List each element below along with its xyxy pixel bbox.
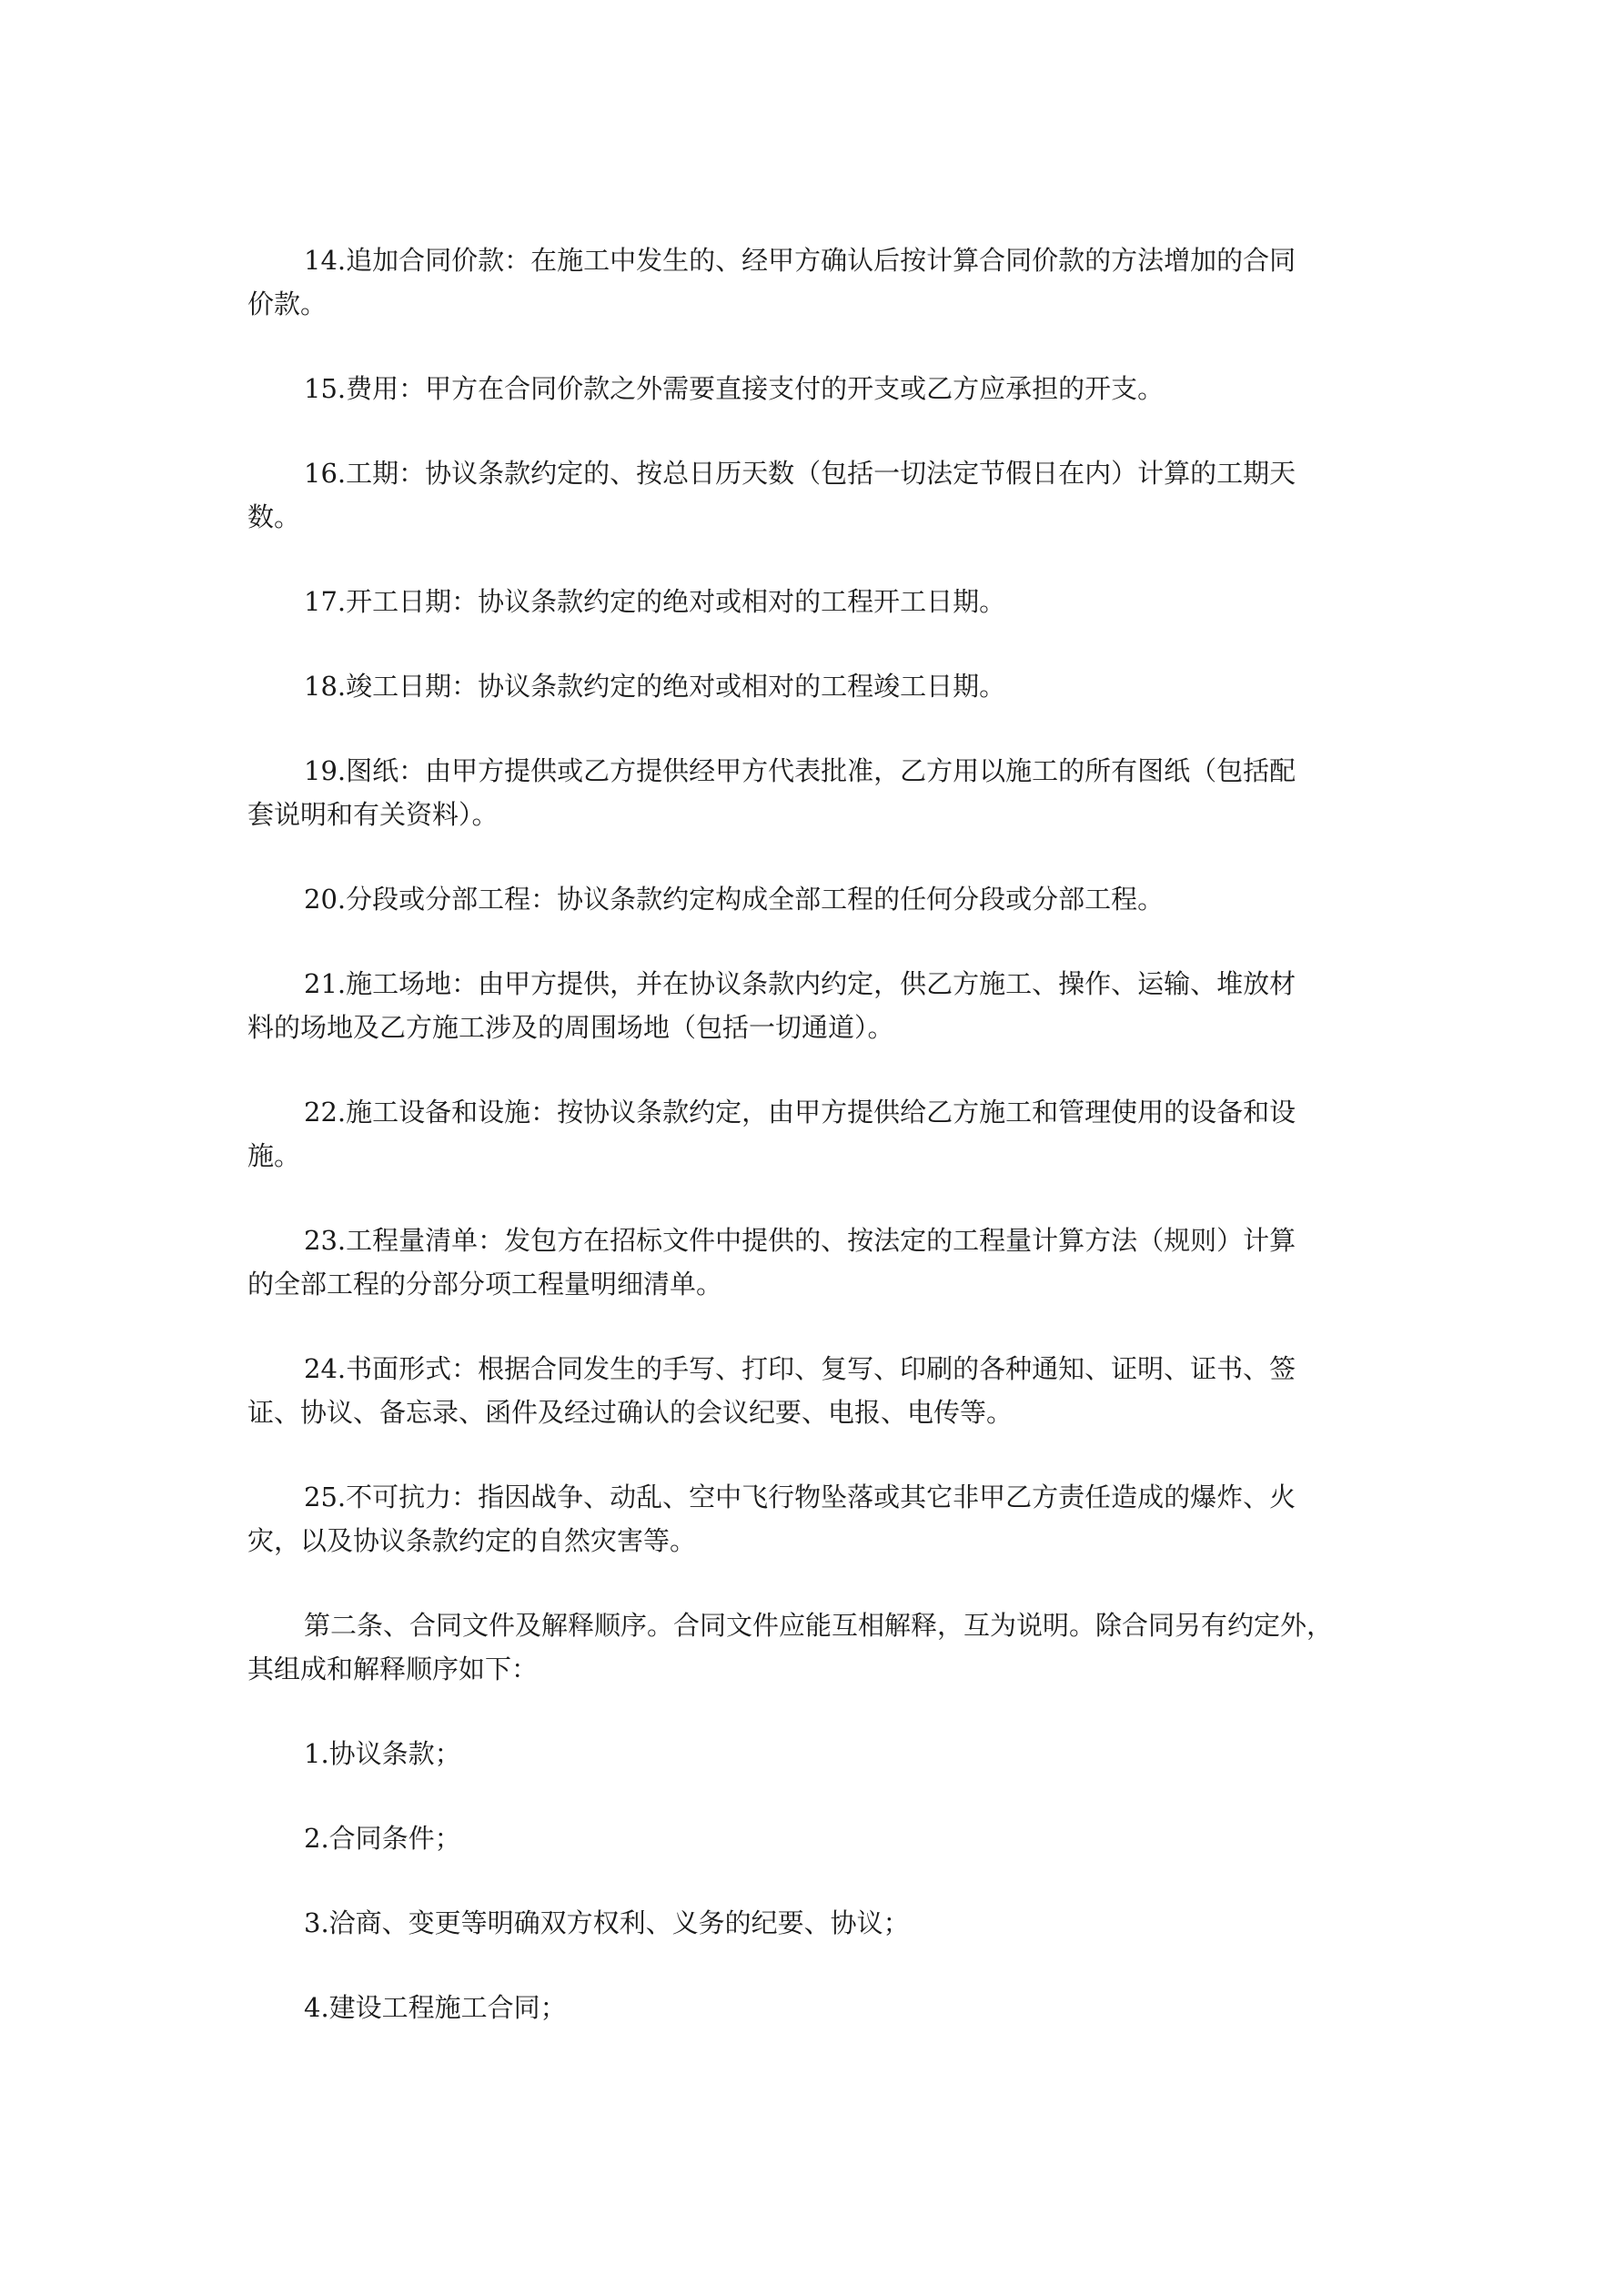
paragraph-def-21	[247, 962, 1380, 1049]
paragraph-first-line: 第二条、合同文件及解释顺序。合同文件应能互相解释，互为说明。除合同另有约定外，	[304, 1610, 1334, 1641]
paragraph-def-24	[247, 1347, 1380, 1434]
paragraph-first-line: 23.工程量清单：发包方在招标文件中提供的、按法定的工程量计算方法（规则）计算	[304, 1225, 1296, 1256]
paragraph-first-line: 1.协议条款；	[304, 1738, 461, 1769]
paragraph-order-3	[247, 1901, 1380, 1945]
document-page	[247, 238, 1380, 2070]
paragraph-order-1	[247, 1732, 1380, 1775]
paragraph-first-line: 24.书面形式：根据合同发生的手写、打印、复写、印刷的各种通知、证明、证书、签	[304, 1353, 1296, 1384]
paragraph-first-line: 14.追加合同价款：在施工中发生的、经甲方确认后按计算合同价款的方法增加的合同	[304, 245, 1296, 276]
paragraph-first-line: 3.洽商、变更等明确双方权利、义务的纪要、协议；	[304, 1907, 910, 1938]
paragraph-def-20	[247, 877, 1380, 921]
paragraph-first-line: 22.施工设备和设施：按协议条款约定，由甲方提供给乙方施工和管理使用的设备和设	[304, 1097, 1296, 1128]
paragraph-continuation-line: 套说明和有关资料）。	[247, 799, 499, 830]
paragraph-first-line: 16.工期：协议条款约定的、按总日历天数（包括一切法定节假日在内）计算的工期天	[304, 458, 1296, 489]
paragraph-continuation-line: 数。	[247, 501, 301, 532]
paragraph-def-14	[247, 238, 1380, 326]
paragraph-first-line: 18.竣工日期：协议条款约定的绝对或相对的工程竣工日期。	[304, 671, 1006, 702]
paragraph-first-line: 4.建设工程施工合同；	[304, 1992, 567, 2023]
paragraph-continuation-line: 证、协议、备忘录、函件及经过确认的会议纪要、电报、电传等。	[247, 1397, 1014, 1428]
paragraph-def-18	[247, 664, 1380, 708]
paragraph-def-23	[247, 1219, 1380, 1306]
paragraph-first-line: 21.施工场地：由甲方提供，并在协议条款内约定，供乙方施工、操作、运输、堆放材	[304, 968, 1296, 999]
paragraph-def-22	[247, 1090, 1380, 1178]
paragraph-continuation-line: 料的场地及乙方施工涉及的周围场地（包括一切通道）。	[247, 1012, 894, 1043]
paragraph-first-line: 20.分段或分部工程：协议条款约定构成全部工程的任何分段或分部工程。	[304, 884, 1165, 915]
paragraph-order-4	[247, 1986, 1380, 2029]
paragraph-continuation-line: 施。	[247, 1140, 301, 1171]
paragraph-continuation-line: 价款。	[247, 288, 328, 319]
paragraph-article-2	[247, 1603, 1380, 1691]
paragraph-first-line: 19.图纸：由甲方提供或乙方提供经甲方代表批准，乙方用以施工的所有图纸（包括配	[304, 755, 1296, 786]
paragraph-continuation-line: 的全部工程的分部分项工程量明细清单。	[247, 1269, 723, 1300]
paragraph-def-15	[247, 367, 1380, 410]
paragraph-order-2	[247, 1816, 1380, 1860]
paragraph-first-line: 15.费用：甲方在合同价款之外需要直接支付的开支或乙方应承担的开支。	[304, 373, 1165, 404]
paragraph-def-19	[247, 749, 1380, 836]
paragraph-def-16	[247, 451, 1380, 539]
paragraph-continuation-line: 灾，以及协议条款约定的自然灾害等。	[247, 1525, 697, 1556]
paragraph-continuation-line: 其组成和解释顺序如下：	[247, 1654, 539, 1684]
paragraph-first-line: 25.不可抗力：指因战争、动乱、空中飞行物坠落或其它非甲乙方责任造成的爆炸、火	[304, 1482, 1296, 1512]
paragraph-def-25	[247, 1475, 1380, 1563]
paragraph-first-line: 17.开工日期：协议条款约定的绝对或相对的工程开工日期。	[304, 586, 1006, 617]
paragraph-def-17	[247, 580, 1380, 623]
paragraph-first-line: 2.合同条件；	[304, 1823, 461, 1854]
